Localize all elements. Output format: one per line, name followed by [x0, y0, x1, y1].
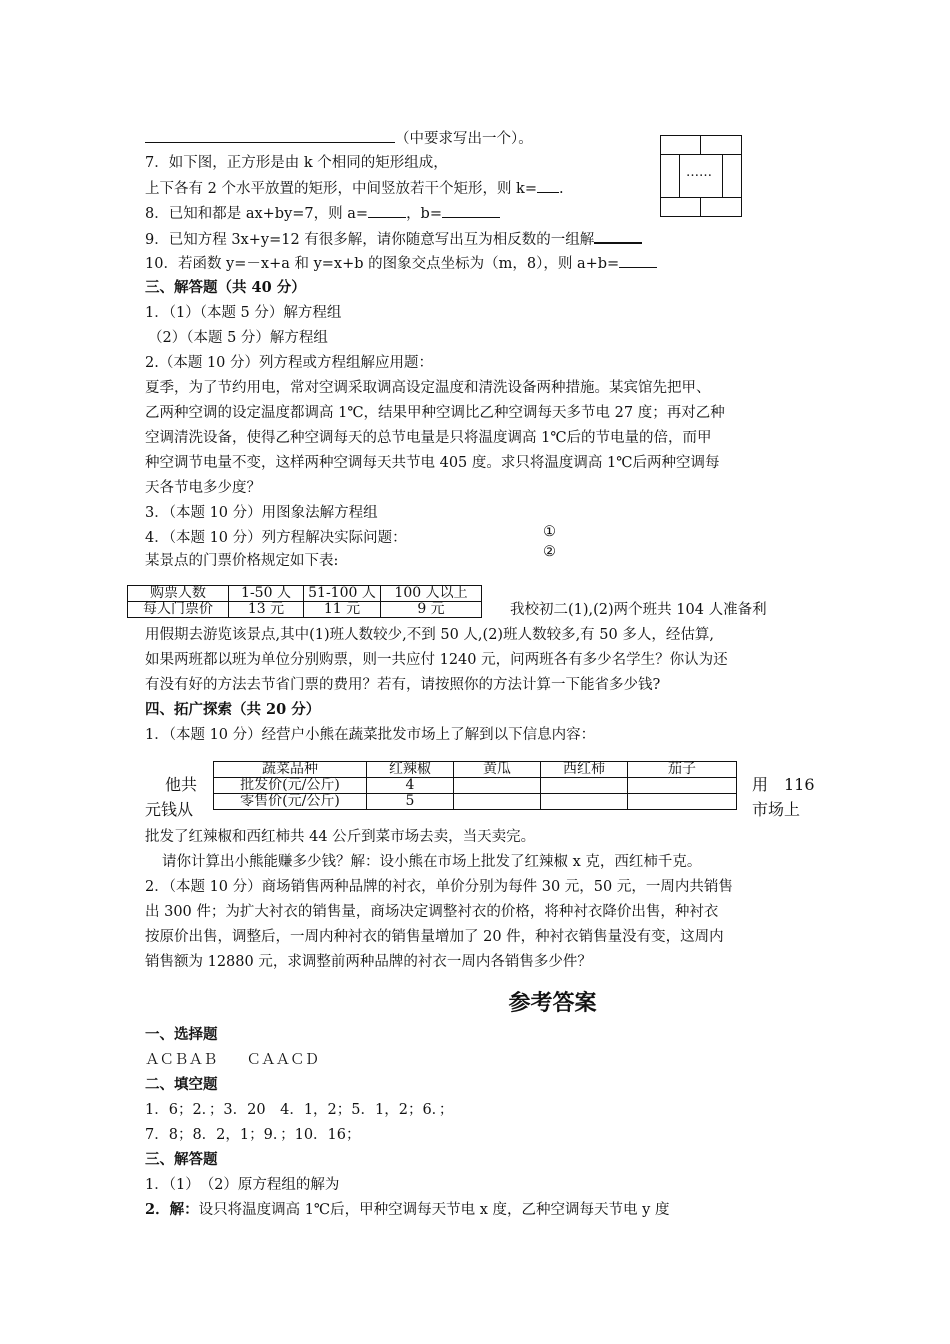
table-cell [454, 778, 541, 794]
vegetable-price-table [213, 761, 737, 810]
problem-4-text-2: 用假期去游览该景点,其中(1)班人数较少,不到 50 人,(2)班人数较多,有 50 多人，经估算, [145, 627, 714, 643]
table-cell [541, 794, 628, 810]
explore-1-left-1: 他共 [165, 775, 198, 794]
answer-blank [594, 228, 642, 244]
explore-1-right-1: 用 116 [752, 775, 815, 794]
question-6-tail: （中要求写出一个）。 [145, 128, 533, 149]
explore-2-text-4: 销售额为 12880 元，求调整前两种品牌的衬衣一周内各销售多少件？ [145, 954, 592, 970]
table-cell: 100 人以上 [381, 586, 482, 602]
table-row [214, 794, 737, 810]
table-cell: 13 元 [229, 602, 304, 618]
explore-2-text-3: 按原价出售，调整后，一周内种衬衣的销售量增加了 20 件，种衬衣销售量没有变，这周内 [145, 929, 724, 945]
rectangle-square-figure [660, 135, 742, 217]
answers-section-2-line-2: 7．8；8．2，1；9．；10．16； [145, 1127, 361, 1143]
question-9: 9．已知方程 3x+y=12 有很多解，请你随意写出互为相反数的一组解 [145, 228, 642, 250]
problem-1-part-1: 1．（1）（本题 5 分）解方程组 [145, 305, 342, 321]
table-row [128, 602, 482, 618]
question-7-line-1: 7．如下图，正方形是由 k 个相同的矩形组成， [145, 155, 448, 171]
answers-section-1-heading: 一、选择题 [145, 1026, 218, 1043]
equation-marker-2: ② [543, 544, 556, 560]
problem-4-text-4: 有没有好的方法去节省门票的费用？若有，请按照你的方法计算一下能省多少钱? [145, 677, 661, 693]
table-cell: 红辣椒 [367, 762, 454, 778]
table-cell [628, 794, 737, 810]
problem-1-part-2: （2）（本题 5 分）解方程组 [148, 330, 328, 346]
problem-2-text-3: 空调清洗设备，使得乙种空调每天的总节电量是只将温度调高 1℃后的节电量的倍，而甲 [145, 430, 712, 446]
table-cell: 购票人数 [128, 586, 229, 602]
question-7-line-2: 上下各有 2 个水平放置的矩形，中间竖放若干个矩形，则 k= . [145, 178, 564, 199]
answers-section-2-line-1: 1．6；2．；3．20 4．1，2；5．1，2；6．； [145, 1102, 454, 1118]
middle-left-rect [660, 154, 680, 198]
answers-section-1: ＡＣＢＡＢ ＣＡＡＣＤ [145, 1052, 319, 1068]
table-cell: 9 元 [381, 602, 482, 618]
answer-blank [442, 203, 500, 218]
table-cell [541, 778, 628, 794]
table-cell [628, 778, 737, 794]
table-row [214, 778, 737, 794]
top-left-rect [660, 135, 701, 155]
problem-4-intro: 某景点的门票价格规定如下表: [145, 553, 339, 569]
problem-2-text-5: 天各节电多少度？ [145, 480, 261, 496]
explore-1-left-2: 元钱从 [145, 800, 194, 819]
table-cell: 11 元 [304, 602, 381, 618]
table-cell: 西红柿 [541, 762, 628, 778]
question-8: 8．已知和都是 ax+by=7，则 a= ，b= [145, 203, 500, 224]
question-10: 10．若函数 y=－x+a 和 y=x+b 的图象交点坐标为（m，8），则 a+b= [145, 253, 657, 274]
table-cell [454, 794, 541, 810]
table-cell: 1-50 人 [229, 586, 304, 602]
table-cell: 批发价(元/公斤) [214, 778, 367, 794]
middle-right-rect [722, 154, 742, 198]
problem-2-heading: 2.（本题 10 分）列方程或方程组解应用题： [145, 355, 434, 371]
explore-1-heading: 1．（本题 10 分）经营户小熊在蔬菜批发市场上了解到以下信息内容： [145, 727, 596, 743]
bottom-left-rect [660, 197, 701, 217]
problem-4-text-1: 我校初二(1),(2)两个班共 104 人准备利 [510, 602, 767, 618]
problem-2-text-2: 乙两种空调的设定温度都调高 1℃，结果甲种空调比乙种空调每天多节电 27 度；再对乙种 [145, 405, 725, 421]
answers-title: 参考答案 [508, 990, 597, 1016]
section-4-heading: 四、拓广探索（共 20 分） [145, 701, 321, 718]
explore-1-text-1: 批发了红辣椒和西红柿共 44 公斤到菜市场去卖，当天卖完。 [145, 829, 536, 845]
problem-3: 3．（本题 10 分）用图象法解方程组 [145, 505, 378, 521]
table-cell: 51-100 人 [304, 586, 381, 602]
equation-marker-1: ① [543, 524, 556, 540]
answer-blank [145, 128, 395, 143]
table-cell: 4 [367, 778, 454, 794]
top-right-rect [700, 135, 742, 155]
answers-section-3-line-1: 1．（1） （2）原方程组的解为 [145, 1177, 340, 1193]
table-cell: 5 [367, 794, 454, 810]
ellipsis-dots: …… [686, 165, 712, 180]
problem-2-text-1: 夏季，为了节约用电，常对空调采取调高设定温度和清洗设备两种措施。某宾馆先把甲、 [145, 380, 711, 396]
explore-1-right-2: 市场上 [752, 800, 801, 819]
section-3-heading: 三、解答题（共 40 分） [145, 279, 306, 296]
explore-2-text-2: 出 300 件；为扩大衬衣的销售量，商场决定调整衬衣的价格，将种衬衣降价出售，种衬衣 [145, 904, 719, 920]
table-row [214, 762, 737, 778]
ticket-price-table [127, 585, 482, 618]
table-cell: 茄子 [628, 762, 737, 778]
table-cell: 黄瓜 [454, 762, 541, 778]
explore-2-text-1: 2．（本题 10 分）商场销售两种品牌的衬衣，单价分别为每件 30 元，50 元，一周内共销售 [145, 879, 733, 895]
problem-4-text-3: 如果两班都以班为单位分别购票，则一共应付 1240 元，问两班各有多少名学生？你认为还 [145, 652, 728, 668]
table-row [128, 586, 482, 602]
answer-blank [537, 178, 559, 193]
answer-blank [368, 203, 406, 218]
table-cell: 每人门票价 [128, 602, 229, 618]
answers-section-2-heading: 二、填空题 [145, 1076, 218, 1093]
explore-1-text-2: 请你计算出小熊能赚多少钱？解：设小熊在市场上批发了红辣椒 x 克，西红柿千克。 [162, 854, 702, 870]
answer-blank [619, 253, 657, 268]
answers-section-3-line-2: 2．解：设只将温度调高 1℃后，甲种空调每天节电 x 度，乙种空调每天节电 y 度 [145, 1201, 670, 1218]
table-cell: 蔬菜品种 [214, 762, 367, 778]
answers-section-3-heading: 三、解答题 [145, 1151, 218, 1168]
problem-2-text-4: 种空调节电量不变，这样两种空调每天共节电 405 度。求只将温度调高 1℃后两种空调每 [145, 455, 720, 471]
table-cell: 零售价(元/公斤) [214, 794, 367, 810]
bottom-right-rect [700, 197, 742, 217]
problem-4-heading: 4．（本题 10 分）列方程解决实际问题： [145, 530, 407, 546]
